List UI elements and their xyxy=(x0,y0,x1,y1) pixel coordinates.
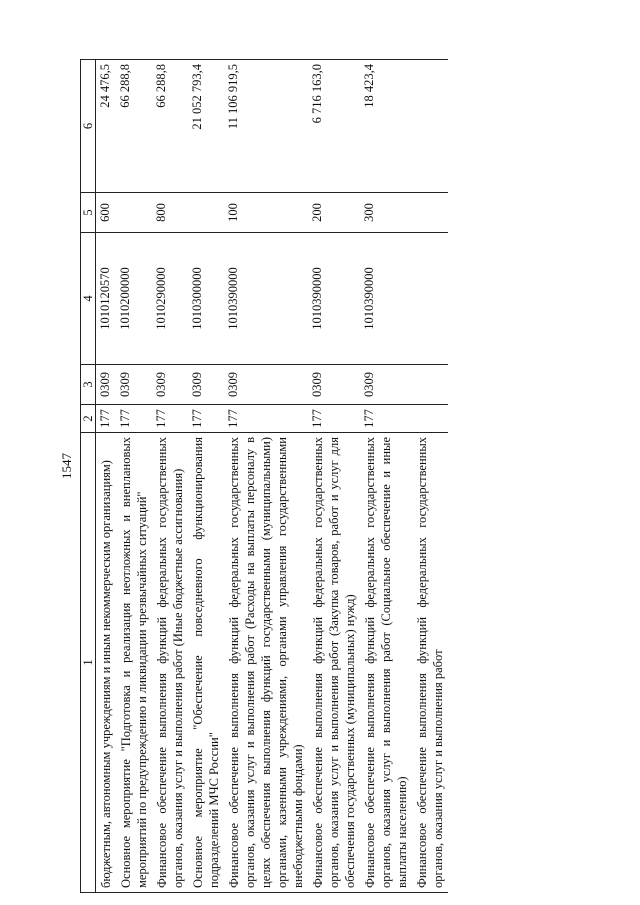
row-expense-type: 800 xyxy=(152,193,188,233)
row-description: Финансовое обеспечение выполнения функций федеральных государственных органов, оказания услуг и выполнения работ (Иные бюджетные ассигнования) xyxy=(152,433,188,893)
row-amount: 6 716 163,0 xyxy=(308,60,360,193)
budget-table xyxy=(80,59,448,893)
row-description: Финансовое обеспечение выполнения функций федеральных государственных органов, оказания услуг и выполнения работ (Социальное обеспечение и иные выплаты населению) xyxy=(360,433,412,893)
row-section-code: 0309 xyxy=(188,365,224,405)
row-section-code: 0309 xyxy=(224,365,308,405)
header-col-4: 4 xyxy=(81,233,96,365)
row-target-article: 1010200000 xyxy=(116,233,152,365)
row-section-code: 0309 xyxy=(360,365,412,405)
header-col-2: 2 xyxy=(81,405,96,433)
row-admin-code: 177 xyxy=(188,405,224,433)
table-row xyxy=(308,60,360,893)
row-description: бюджетным, автономным учреждениям и иным некоммерческим организациям) xyxy=(96,433,117,893)
page-number: 1547 xyxy=(59,453,74,479)
table-row xyxy=(96,60,117,893)
header-col-5: 5 xyxy=(81,193,96,233)
table-row xyxy=(188,60,224,893)
row-target-article xyxy=(412,233,448,365)
row-admin-code: 177 xyxy=(152,405,188,433)
row-expense-type: 600 xyxy=(96,193,117,233)
row-section-code: 0309 xyxy=(152,365,188,405)
table-header-row xyxy=(81,60,96,893)
row-admin-code: 177 xyxy=(224,405,308,433)
row-amount: 66 288,8 xyxy=(152,60,188,193)
header-col-1: 1 xyxy=(81,433,96,893)
row-expense-type xyxy=(188,193,224,233)
row-expense-type: 300 xyxy=(360,193,412,233)
row-target-article: 1010290000 xyxy=(152,233,188,365)
header-col-3: 3 xyxy=(81,365,96,405)
row-amount: 18 423,4 xyxy=(360,60,412,193)
header-col-6: 6 xyxy=(81,60,96,193)
row-admin-code: 177 xyxy=(116,405,152,433)
row-amount: 66 288,8 xyxy=(116,60,152,193)
table-row xyxy=(412,60,448,893)
table-row xyxy=(360,60,412,893)
row-expense-type xyxy=(412,193,448,233)
row-section-code: 0309 xyxy=(96,365,117,405)
table-row xyxy=(152,60,188,893)
row-target-article: 1010390000 xyxy=(360,233,412,365)
row-target-article: 1010390000 xyxy=(224,233,308,365)
row-amount: 24 476,5 xyxy=(96,60,117,193)
table-row xyxy=(116,60,152,893)
row-target-article: 1010300000 xyxy=(188,233,224,365)
row-amount: 21 052 793,4 xyxy=(188,60,224,193)
table-row xyxy=(224,60,308,893)
row-target-article: 1010390000 xyxy=(308,233,360,365)
row-expense-type xyxy=(116,193,152,233)
row-target-article: 1010120570 xyxy=(96,233,117,365)
row-description: Финансовое обеспечение выполнения функций федеральных государственных органов, оказания услуг и выполнения работ (Закупка товаров, работ и услуг для обеспечения государственных (муниципальных) нужд) xyxy=(308,433,360,893)
row-section-code: 0309 xyxy=(308,365,360,405)
row-description: Финансовое обеспечение выполнения функций федеральных государственных органов, оказания услуг и выполнения работ xyxy=(412,433,448,893)
row-amount: 11 106 919,5 xyxy=(224,60,308,193)
row-admin-code: 177 xyxy=(308,405,360,433)
row-description: Финансовое обеспечение выполнения функций федеральных государственных органов, оказания услуг и выполнения работ (Расходы на выплаты персоналу в целях обеспечения выполнения функций государственными (муниципальными) органами, казенными учреждениями, органами управления государственными внебюджетными фондами) xyxy=(224,433,308,893)
row-expense-type: 200 xyxy=(308,193,360,233)
row-expense-type: 100 xyxy=(224,193,308,233)
row-section-code: 0309 xyxy=(116,365,152,405)
row-admin-code: 177 xyxy=(96,405,117,433)
row-description: Основное мероприятие "Обеспечение повседневного функционирования подразделений МЧС России" xyxy=(188,433,224,893)
row-amount xyxy=(412,60,448,193)
row-section-code xyxy=(412,365,448,405)
row-description: Основное мероприятие "Подготовка и реализация неотложных и внеплановых мероприятий по предупреждению и ликвидации чрезвычайных ситуаций" xyxy=(116,433,152,893)
row-admin-code xyxy=(412,405,448,433)
row-admin-code: 177 xyxy=(360,405,412,433)
budget-table-frame xyxy=(80,60,600,893)
